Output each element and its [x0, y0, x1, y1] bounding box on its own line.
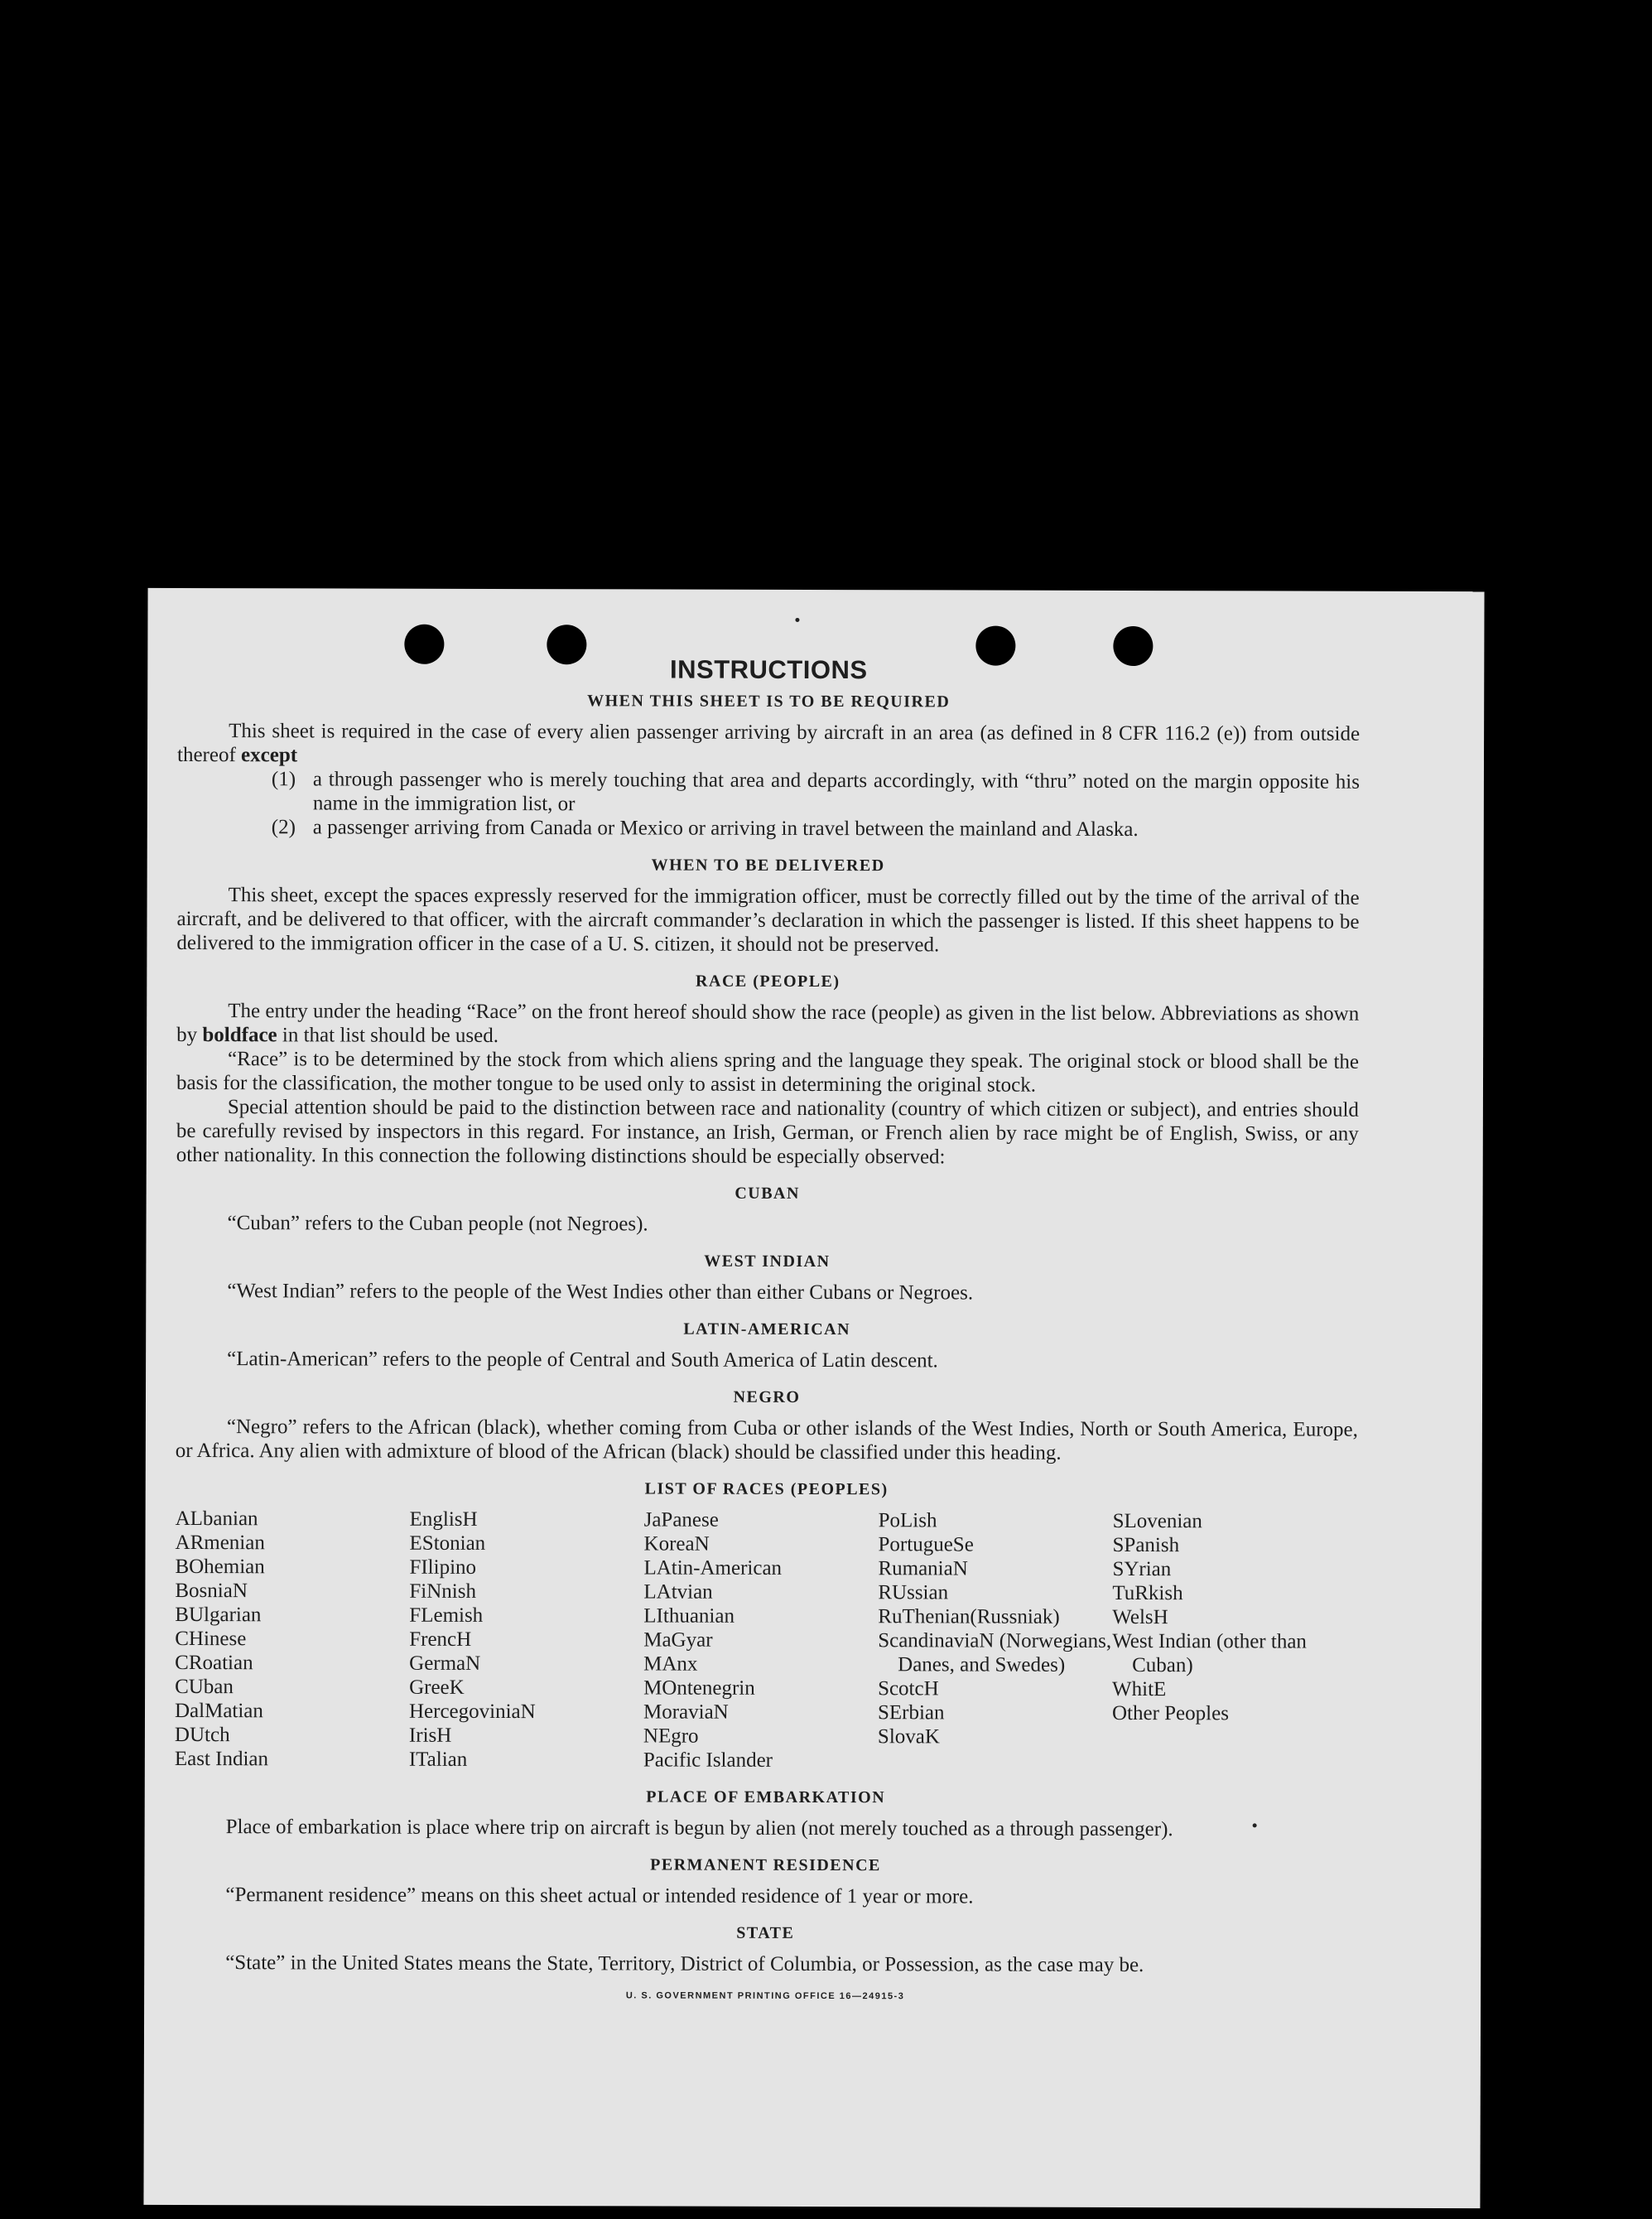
permanent-residence-text: “Permanent residence” means on this sheet actual or intended residence of 1 year or more.	[225, 1884, 974, 1908]
race-entry: CRoatian	[175, 1651, 253, 1675]
races-column	[409, 1507, 644, 1773]
document-title: INSTRUCTIONS	[670, 654, 868, 685]
race-entry: RUssian	[878, 1581, 949, 1604]
race-entry: NEgro	[643, 1725, 699, 1748]
race-entry: SLovenian	[1112, 1509, 1202, 1533]
race-entry: EStonian	[409, 1532, 486, 1555]
negro-text: “Negro” refers to the African (black), whether coming from Cuba or other islands of the West Indies, North or South America, Europe, or Africa. Any alien with admixture of blood of the African (black) should be classified under this heading.	[175, 1416, 1358, 1464]
section-heading-cuban: CUBAN	[734, 1184, 800, 1203]
race-entry: WelsH	[1112, 1605, 1168, 1629]
race-entry: PoLish	[878, 1509, 937, 1532]
race-entry: RumaniaN	[878, 1557, 968, 1580]
west-indian-text: “West Indian” refers to the people of the West Indies other than either Cubans or Negroes.	[227, 1280, 974, 1305]
race-entry: WhitE	[1112, 1677, 1167, 1701]
race-entry: MoraviaN	[643, 1700, 729, 1724]
race-entry: MOntenegrin	[643, 1676, 755, 1700]
race-entry: West Indian (other than Cuban)	[1112, 1629, 1307, 1677]
section-heading-when-delivered: WHEN TO BE DELIVERED	[651, 856, 885, 876]
race-entry: JaPanese	[643, 1508, 719, 1532]
latin-american-text: “Latin-American” refers to the people of Central and South America of Latin descent.	[227, 1348, 938, 1372]
races-column	[175, 1507, 410, 1772]
race-entry: Pacific Islander	[643, 1749, 773, 1772]
speck	[795, 618, 799, 622]
race-entry: DUtch	[174, 1723, 230, 1747]
except-bold: except	[241, 744, 298, 767]
exception-text: a through passenger who is merely touching that area and departs accordingly, with “thru” noted on the margin opposite his name in the immigration list, or	[312, 768, 1360, 816]
race-entry: BUlgarian	[175, 1603, 262, 1627]
race-entry: FLemish	[409, 1604, 484, 1627]
race-entry: Other Peoples	[1111, 1701, 1229, 1725]
race-entry: IrisH	[408, 1724, 452, 1747]
race-entry: SErbian	[877, 1701, 945, 1725]
race-entry: CHinese	[175, 1627, 247, 1651]
section-heading-west-indian: WEST INDIAN	[704, 1252, 831, 1271]
race-entry: LAtin-American	[643, 1556, 783, 1580]
race-entry: East Indian	[174, 1747, 269, 1771]
when-delivered-text: This sheet, except the spaces expressly reserved for the immigration officer, must be correctly filled out by the time of the arrival of the aircraft, and be delivered to that officer, with the aircraft commander’s declaration in which the passenger is listed. If this sheet happens to be delivered to the immigration officer in the case of a U. S. citizen, it should not be preserved.	[176, 884, 1360, 957]
race-entry: ARmenian	[175, 1531, 265, 1555]
races-list	[175, 1507, 1358, 1774]
race-entry: FiNnish	[409, 1580, 477, 1603]
exception-item	[272, 767, 1360, 818]
race-entry: DalMatian	[174, 1699, 263, 1723]
section-heading-list-of-races: LIST OF RACES (PEOPLES)	[644, 1479, 889, 1499]
cuban-text: “Cuban” refers to the Cuban people (not Negroes).	[227, 1212, 648, 1236]
race-entry: FIlipino	[409, 1556, 477, 1579]
exception-number: (2)	[271, 816, 296, 839]
race-entry: RuThenian(Russniak)	[878, 1605, 1060, 1628]
document-content	[174, 656, 1360, 2010]
race-entry: ITalian	[408, 1748, 468, 1771]
race-entry: GermaN	[409, 1652, 481, 1675]
race-entry: GreeK	[409, 1676, 465, 1699]
section-heading-place-of-embarkation: PLACE OF EMBARKATION	[646, 1787, 886, 1807]
when-required-intro-text: This sheet is required in the case of every alien passenger arriving by aircraft in an area (as defined in 8 CFR 116.2 (e)) from outside thereof	[176, 720, 1361, 767]
race-entry: HercegoviniaN	[408, 1700, 536, 1724]
state-text: “State” in the United States means the State, Territory, District of Columbia, or Possession, as the case may be.	[225, 1951, 1144, 1977]
race-entry: ScandinaviaN (Norwegians, Danes, and Swedes)	[878, 1629, 1112, 1676]
printer-imprint: U. S. GOVERNMENT PRINTING OFFICE 16—24915-3	[625, 1990, 905, 2002]
race-entry: ALbanian	[175, 1507, 258, 1531]
when-required-intro	[177, 719, 1360, 770]
section-heading-race: RACE (PEOPLE)	[696, 972, 840, 991]
exception-item	[272, 815, 1360, 842]
race-entry: MAnx	[643, 1652, 698, 1676]
race-p1-tail: in that list should be used.	[277, 1024, 499, 1048]
races-column	[1112, 1509, 1347, 1774]
race-entry: CUban	[175, 1675, 234, 1699]
race-entry: EnglisH	[409, 1507, 478, 1531]
section-heading-state: STATE	[736, 1923, 795, 1942]
race-paragraph-3: Special attention should be paid to the distinction between race and nationality (country of which citizen or subject), and entries should be carefully revised by inspectors in this regard. For instance, an Irish, German, or French alien by race might be of English, Swiss, or any other nationality. In this connection the following distinctions should be especially observed:	[176, 1096, 1359, 1169]
races-column	[643, 1507, 879, 1773]
exception-number: (1)	[271, 768, 296, 791]
races-column	[878, 1508, 1113, 1773]
race-p1-text: The entry under the heading “Race” on the front hereof should show the race (people) as given in the list below. Abbreviations as shown by	[176, 1000, 1360, 1047]
race-entry: ScotcH	[878, 1677, 939, 1700]
section-heading-negro: NEGRO	[733, 1387, 801, 1406]
race-entry: KoreaN	[643, 1532, 710, 1556]
exception-text: a passenger arriving from Canada or Mexico or arriving in travel between the mainland and Alaska.	[312, 816, 1139, 842]
race-entry: SPanish	[1112, 1533, 1180, 1557]
race-entry: LAtvian	[643, 1580, 713, 1604]
race-entry: FrencH	[409, 1628, 472, 1651]
race-entry: MaGyar	[643, 1628, 713, 1652]
document-sheet	[143, 588, 1484, 2208]
section-heading-permanent-residence: PERMANENT RESIDENCE	[650, 1855, 881, 1875]
section-heading-latin-american: LATIN-AMERICAN	[683, 1319, 851, 1339]
boldface-word: boldface	[202, 1024, 277, 1047]
place-of-embarkation-text: Place of embarkation is place where trip on aircraft is begun by alien (not merely touched as a through passenger).	[225, 1816, 1173, 1841]
race-entry: BOhemian	[175, 1555, 265, 1579]
race-entry: BosniaN	[175, 1579, 248, 1603]
race-entry: SlovaK	[877, 1725, 940, 1749]
race-entry: LIthuanian	[643, 1604, 735, 1628]
section-heading-when-required: WHEN THIS SHEET IS TO BE REQUIRED	[587, 692, 951, 712]
race-paragraph-1	[176, 999, 1359, 1050]
race-paragraph-2: “Race” is to be determined by the stock from which aliens spring and the language they speak. The original stock or blood shall be the basis for the classification, the mother tongue to be used only to assist in determining the original stock.	[176, 1048, 1360, 1097]
race-entry: PortugueSe	[878, 1533, 974, 1556]
race-entry: SYrian	[1112, 1557, 1172, 1581]
race-entry: TuRkish	[1112, 1581, 1183, 1605]
